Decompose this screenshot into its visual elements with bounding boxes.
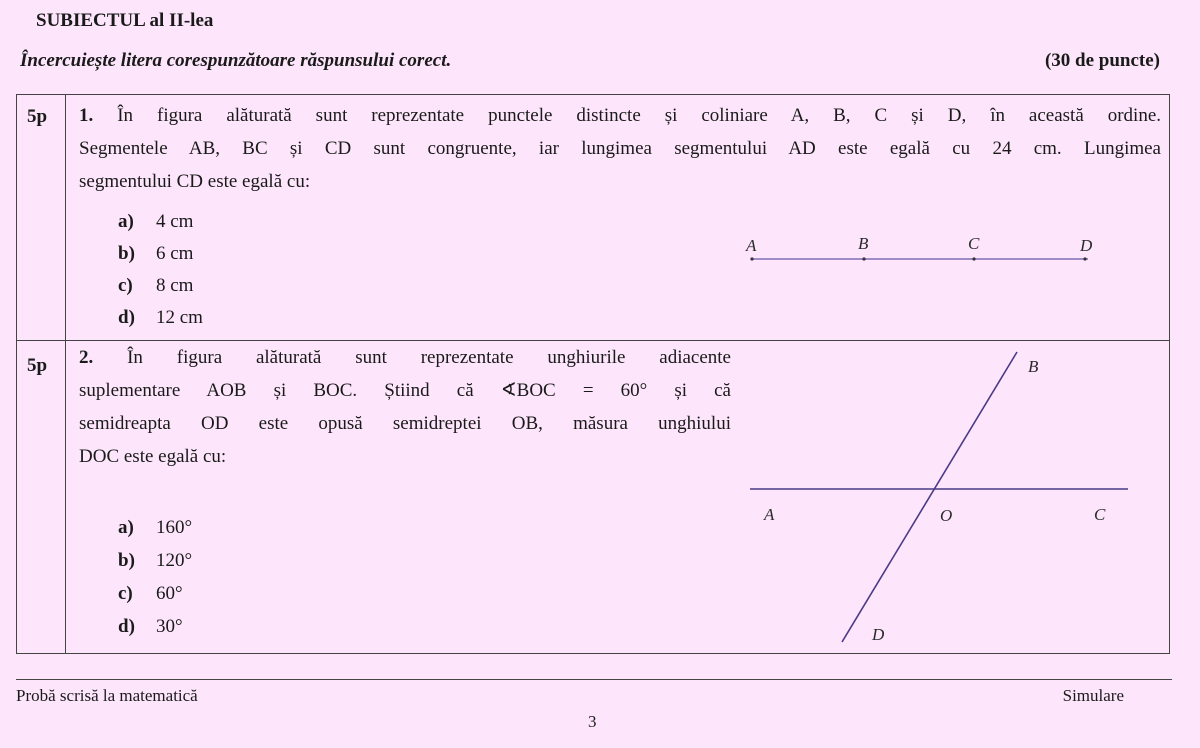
q2-figure: [740, 345, 1140, 650]
label-a: A: [746, 236, 757, 255]
q2-answer-b[interactable]: [118, 544, 192, 577]
table-column-divider: [65, 94, 66, 654]
answer-value: 4 cm: [156, 211, 194, 232]
point-d: [1083, 257, 1086, 260]
label-b: B: [1028, 357, 1039, 376]
section-points: (30 de puncte): [1044, 50, 1160, 71]
q2-points: 5p: [27, 355, 48, 376]
answer-letter: d): [118, 616, 135, 637]
q1-answer-a[interactable]: [118, 206, 203, 238]
page-number: 3: [588, 712, 597, 731]
line-bd: [842, 352, 1017, 642]
q2-text-line1: În figura alăturată sunt reprezentate unghiurile adiacente: [127, 347, 731, 368]
answer-letter: c): [118, 275, 133, 296]
q2-answer-c[interactable]: [118, 577, 192, 610]
q2-text: [79, 341, 731, 473]
q1-text-line3: segmentului CD este egală cu:: [79, 171, 311, 192]
answer-value: 30°: [156, 616, 183, 637]
q2-answers: [118, 511, 192, 643]
q1-text-line1: În figura alăturată sunt reprezentate punctele distincte și coliniare A, B, C și D, în această ordine.: [117, 105, 1162, 126]
answer-letter: a): [118, 517, 134, 538]
label-o: O: [940, 506, 953, 525]
answer-value: 12 cm: [156, 307, 203, 328]
q1-answer-d[interactable]: [118, 302, 203, 334]
label-c: C: [968, 234, 980, 253]
answer-letter: d): [118, 307, 135, 328]
answer-value: 120°: [156, 550, 193, 571]
label-a: A: [764, 505, 775, 524]
q1-text: [79, 99, 1161, 198]
q2-text-line3: semidreapta OD este opusă semidreptei OB, măsura unghiului: [79, 413, 731, 434]
answer-value: 8 cm: [156, 275, 194, 296]
point-b: [862, 257, 865, 260]
point-a: [750, 257, 753, 260]
footer-divider: [16, 679, 1172, 680]
q1-text-line2: Segmentele AB, BC și CD sunt congruente, iar lungimea segmentului AD este egală cu 24 cm. Lungimea: [79, 138, 1161, 159]
q1-figure: [730, 228, 1110, 278]
answer-value: 6 cm: [156, 243, 194, 264]
answer-letter: c): [118, 583, 133, 604]
q2-text-line2: suplementare AOB și BOC. Știind că ∢BOC = 60° și că: [79, 380, 731, 401]
instruction-text: Încercuiește litera corespunzătoare răspunsului corect.: [20, 50, 452, 71]
answer-letter: b): [118, 550, 135, 571]
footer-subject: Probă scrisă la matematică: [16, 686, 198, 705]
answer-value: 160°: [156, 517, 193, 538]
answer-letter: a): [118, 211, 134, 232]
q2-answer-a[interactable]: [118, 511, 192, 544]
q2-text-line4: DOC este egală cu:: [79, 446, 227, 467]
q1-points: 5p: [27, 106, 48, 127]
q1-answer-c[interactable]: [118, 270, 203, 302]
answer-letter: b): [118, 243, 135, 264]
q2-number: 2.: [79, 347, 94, 368]
q2-answer-d[interactable]: [118, 610, 192, 643]
section-title: SUBIECTUL al II-lea: [36, 10, 214, 31]
q1-answer-b[interactable]: [118, 238, 203, 270]
q1-number: 1.: [79, 105, 94, 126]
footer-exam-type: Simulare: [1062, 686, 1124, 705]
answer-value: 60°: [156, 583, 183, 604]
point-c: [972, 257, 975, 260]
label-c: C: [1094, 505, 1106, 524]
q1-answers: [118, 206, 203, 334]
label-d: D: [872, 625, 885, 644]
label-d: D: [1080, 236, 1093, 255]
label-b: B: [858, 234, 869, 253]
